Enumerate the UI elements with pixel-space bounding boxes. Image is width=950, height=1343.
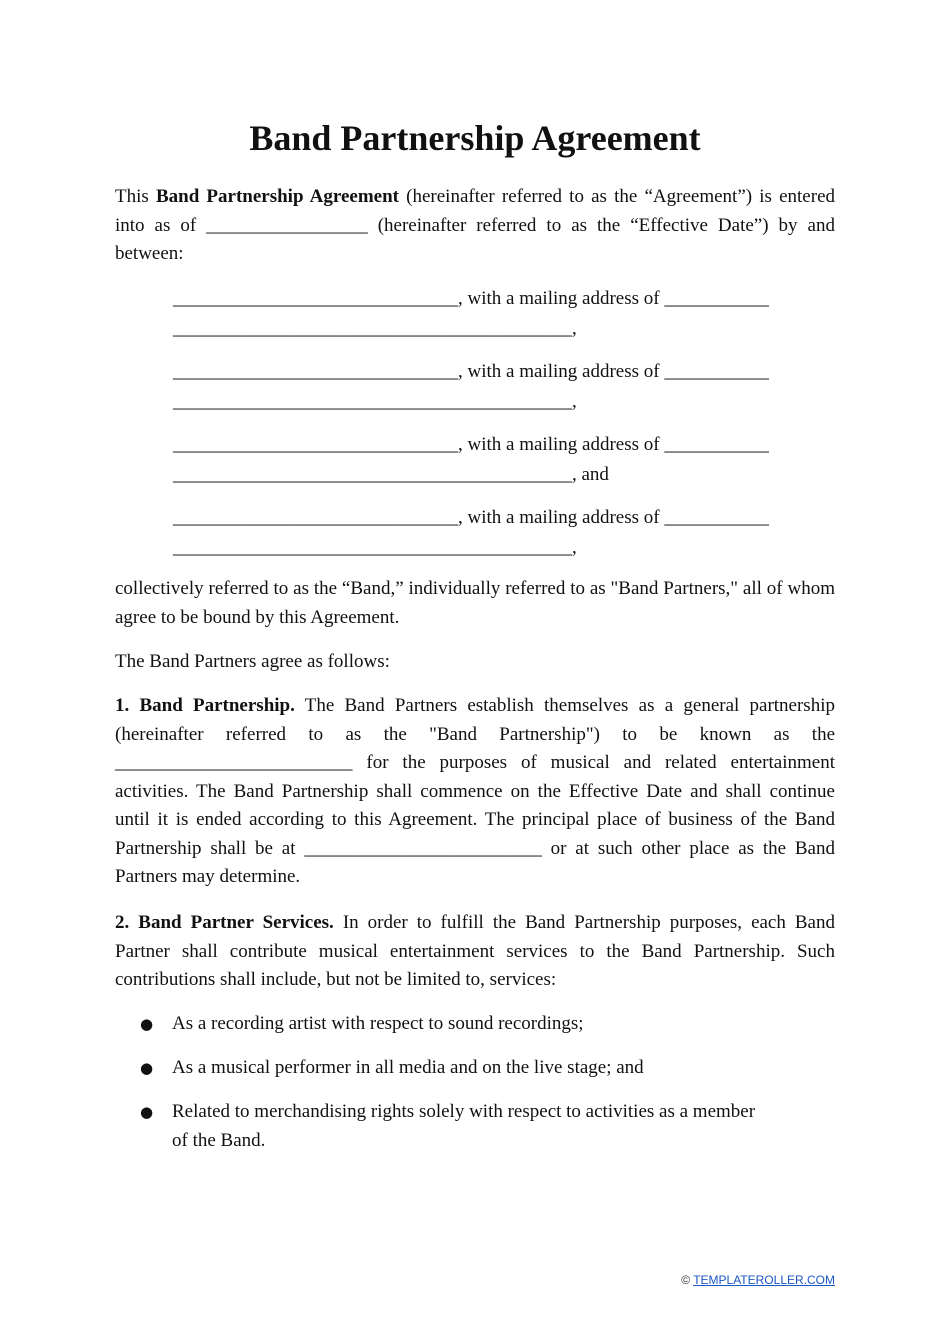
bullet-icon: ● <box>140 1103 154 1121</box>
agree-paragraph: The Band Partners agree as follows: <box>115 651 390 672</box>
bullet-icon: ● <box>140 1059 154 1077</box>
section-1-body: The Band Partners establish themselves as a general partnership (hereinafter referred to as the "Band Partnership") to be known as the _________________________ for the purposes of musical and related entertainment activities. The Band Partnership shall commence on the Effective Date and shall continue until it is ended according to this Agreement. The principal place of business of the Band Partnership shall be at _________________________ or at such other place as the Band Partners may determine. <box>115 695 835 887</box>
section-2-body: In order to fulfill the Band Partnership purposes, each Band Partner shall contribute musical entertainment services to the Band Partnership. Such contributions shall include, but not be limited to, services: <box>115 912 835 990</box>
party-name-line: ______________________________, with a mailing address of ___________ <box>173 288 769 309</box>
party-name-line: ______________________________, with a mailing address of ___________ <box>173 434 769 455</box>
list-item-text: Related to merchandising rights solely with respect to activities as a member of the Band. <box>172 1101 756 1151</box>
section-1-heading: 1. Band Partnership. <box>115 695 295 716</box>
party-entry <box>173 430 835 490</box>
list-item-text: As a musical performer in all media and on the live stage; and <box>172 1057 644 1078</box>
templateroller-link[interactable]: TEMPLATEROLLER.COM <box>693 1273 835 1287</box>
party-entry <box>173 357 835 417</box>
party-address-line: __________________________________________, and <box>173 464 609 485</box>
copyright-icon: © <box>681 1273 691 1287</box>
document-title: Band Partnership Agreement <box>249 118 701 158</box>
section-2-heading: 2. Band Partner Services. <box>115 912 334 933</box>
footer-credit <box>681 1266 835 1295</box>
intro-paragraph: This Band Partnership Agreement (hereinafter referred to as the “Agreement”) is entered into as of _________________ (hereinafter referred to as the “Effective Date”) by and between: <box>115 186 836 264</box>
list-item-text: As a recording artist with respect to sound recordings; <box>172 1013 584 1034</box>
agreement-name: Band Partnership Agreement <box>155 186 399 207</box>
party-name-line: ______________________________, with a mailing address of ___________ <box>173 361 769 382</box>
section-2 <box>115 909 835 995</box>
bullet-icon: ● <box>140 1015 154 1033</box>
party-address-line: __________________________________________, <box>173 537 577 558</box>
party-entry <box>173 503 835 563</box>
party-address-line: __________________________________________, <box>173 391 577 412</box>
party-entry <box>173 284 835 344</box>
collective-paragraph: collectively referred to as the “Band,” individually referred to as "Band Partners," all of whom agree to be bound by this Agreement. <box>115 578 835 628</box>
party-name-line: ______________________________, with a mailing address of ___________ <box>173 507 769 528</box>
section-1 <box>115 692 835 892</box>
party-address-line: __________________________________________, <box>173 318 577 339</box>
